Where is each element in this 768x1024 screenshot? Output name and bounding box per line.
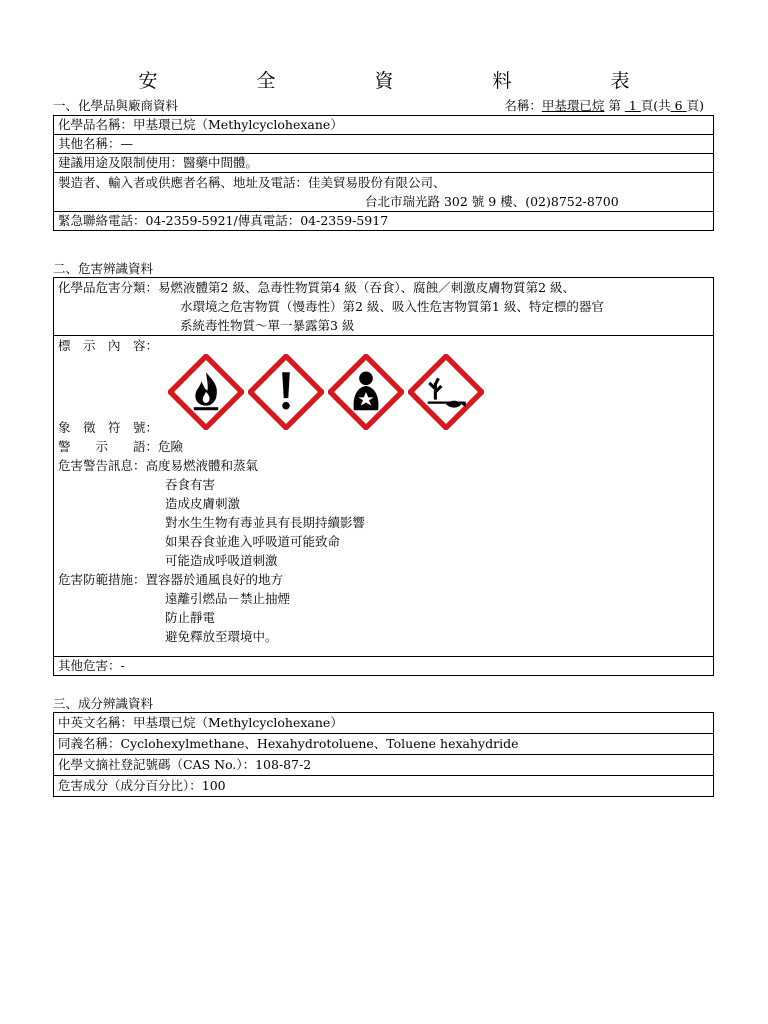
row-other-names: 其他名稱：— — [54, 135, 714, 154]
hazard-statement: 如果吞食並進入呼吸道可能致命 — [165, 534, 341, 549]
signal-word-row: 警 示 語：危險 — [58, 439, 184, 454]
row-label-elements — [54, 336, 714, 657]
section-1-heading: 一、化學品與廠商資料 — [53, 98, 179, 113]
page-number: 1 — [628, 98, 637, 113]
row-other-hazards: 其他危害：- — [54, 657, 714, 676]
row-name-bilingual: 中英文名稱：甲基環已烷（Methylcyclohexane） — [54, 713, 714, 734]
hazard-statement: 造成皮膚刺激 — [165, 496, 241, 511]
flame-icon — [168, 354, 244, 430]
row-manufacturer: 製造者、輸入者或供應者名稱、地址及電話：佳美貿易股份有限公司、 台北市瑞光路 302 號 9 樓、(02)8752-8700 — [54, 173, 714, 212]
hazard-statement: 對水生生物有毒並具有長期持續影響 — [165, 515, 366, 530]
row-classification: 化學品危害分類：易燃液體第2 級、急毒性物質第4 級（吞食）、腐蝕／刺激皮膚物質第2 級、 水環境之危害物質（慢毒性）第2 級、吸入性危害物質第1 級、特定標的器官 系統毒性物質～單一暴露第3 級 — [54, 278, 714, 336]
hazard-statement: 可能造成呼吸道刺激 — [165, 553, 278, 568]
symbol-label: 象 徵 符 號： — [58, 420, 159, 435]
precaution-statement: 防止靜電 — [165, 610, 216, 625]
row-recommended-use: 建議用途及限制使用：醫藥中間體。 — [54, 154, 714, 173]
row-emergency-contact: 緊急聯絡電話：04-2359-5921/傳真電話：04-2359-5917 — [54, 212, 714, 231]
section-3-heading: 三、成分辨識資料 — [53, 696, 154, 711]
ghs-pictograms — [168, 354, 484, 430]
environment-icon — [408, 354, 484, 430]
hazard-statement: 高度易燃液體和蒸氣 — [145, 458, 259, 473]
section-2-heading: 二、危害辨識資料 — [53, 261, 154, 276]
document-name-page: 名稱：甲基環已烷 第 1 頁(共 6 頁) — [504, 98, 704, 113]
hazard-statement: 吞食有害 — [165, 477, 216, 492]
row-cas-number: 化學文摘社登記號碼（CAS No.）：108-87-2 — [54, 755, 714, 776]
chemical-name: 甲基環已烷 — [541, 98, 605, 113]
precautionary-statements: 危害防範措施：置容器於通風良好的地方 遠離引燃品－禁止抽煙 防止靜電 避免釋放至環境中。 — [58, 572, 291, 644]
page-total: 6 — [674, 98, 683, 113]
exclamation-icon — [248, 354, 324, 430]
section-2-table — [53, 277, 714, 676]
label-content-label: 標 示 內 容： — [58, 338, 159, 353]
section-3-table — [53, 712, 714, 797]
row-hazardous-components: 危害成分（成分百分比）：100 — [54, 776, 714, 797]
document-title: 安 全 資 料 表 — [138, 70, 670, 92]
manufacturer-address: 台北市瑞光路 302 號 9 樓、(02)8752-8700 — [365, 194, 619, 209]
hazard-statements: 危害警告訊息：高度易燃液體和蒸氣 吞食有害 造成皮膚刺激 對水生生物有毒並具有長期持續影響 如果吞食並進入呼吸道可能致命 可能造成呼吸道刺激 — [58, 458, 366, 568]
precaution-statement: 遠離引燃品－禁止抽煙 — [165, 591, 291, 606]
signal-word: 危險 — [158, 439, 184, 454]
health-hazard-icon — [328, 354, 404, 430]
row-synonyms: 同義名稱：Cyclohexylmethane、Hexahydrotoluene、Toluene hexahydride — [54, 734, 714, 755]
precaution-statement: 避免釋放至環境中。 — [165, 629, 278, 644]
row-chemical-name: 化學品名稱：甲基環已烷（Methylcyclohexane） — [54, 116, 714, 135]
precaution-statement: 置容器於通風良好的地方 — [145, 572, 284, 587]
section-1-table — [53, 115, 714, 231]
